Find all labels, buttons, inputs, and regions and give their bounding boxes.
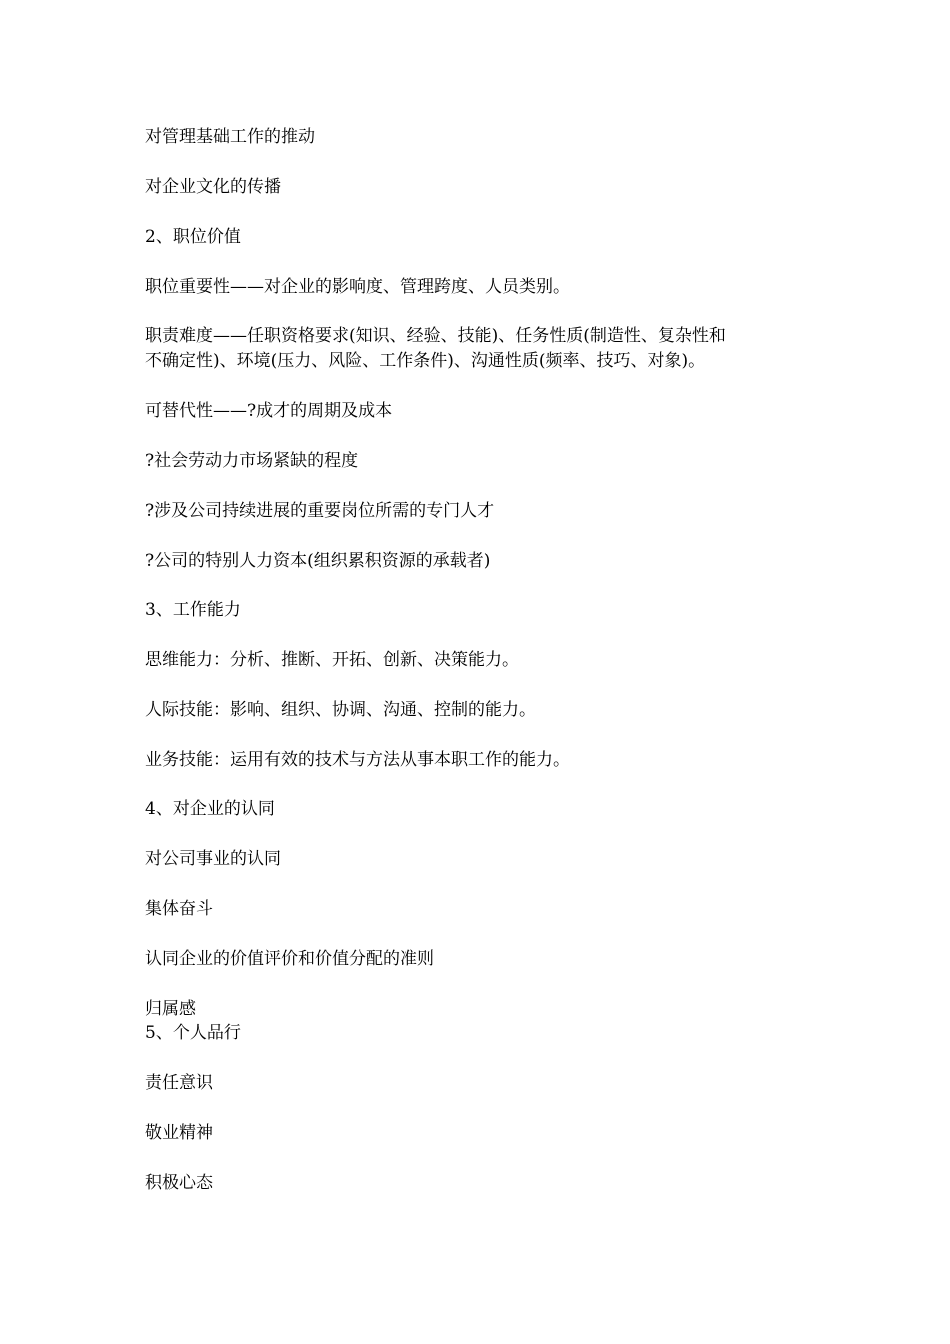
paragraph-management-foundation: 对管理基础工作的推动 [145,127,315,147]
paragraph-thinking-ability: 思维能力：分析、推断、开拓、创新、决策能力。 [145,650,519,670]
paragraph-collective-effort: 集体奋斗 [145,899,213,919]
paragraph-belonging: 归属感 [145,999,196,1019]
paragraph-replaceability: 可替代性——?成才的周期及成本 [145,401,393,421]
paragraph-culture-spread: 对企业文化的传播 [145,177,281,197]
heading-company-identity: 4、对企业的认同 [145,799,275,819]
heading-work-ability: 3、工作能力 [145,600,241,620]
heading-position-value: 2、职位价值 [145,227,241,247]
paragraph-career-identity: 对公司事业的认同 [145,849,281,869]
paragraph-position-importance: 职位重要性——对企业的影响度、管理跨度、人员类别。 [145,277,570,297]
paragraph-human-capital: ?公司的特别人力资本(组织累积资源的承载者) [145,551,491,571]
paragraph-value-criteria: 认同企业的价值评价和价值分配的准则 [145,949,434,969]
paragraph-responsibility: 责任意识 [145,1073,213,1093]
paragraph-interpersonal-skills: 人际技能：影响、组织、协调、沟通、控制的能力。 [145,700,536,720]
paragraph-business-skills: 业务技能：运用有效的技术与方法从事本职工作的能力。 [145,750,570,770]
paragraph-duty-difficulty-line2: 不确定性)、环境(压力、风险、工作条件)、沟通性质(频率、技巧、对象)。 [145,351,706,371]
paragraph-dedication: 敬业精神 [145,1123,213,1143]
paragraph-positive-attitude: 积极心态 [145,1173,213,1193]
paragraph-duty-difficulty-line1: 职责难度——任职资格要求(知识、经验、技能)、任务性质(制造性、复杂性和 [145,326,726,346]
paragraph-labor-market: ?社会劳动力市场紧缺的程度 [145,451,359,471]
paragraph-key-talent: ?涉及公司持续进展的重要岗位所需的专门人才 [145,501,495,521]
heading-personal-conduct: 5、个人品行 [145,1023,241,1043]
